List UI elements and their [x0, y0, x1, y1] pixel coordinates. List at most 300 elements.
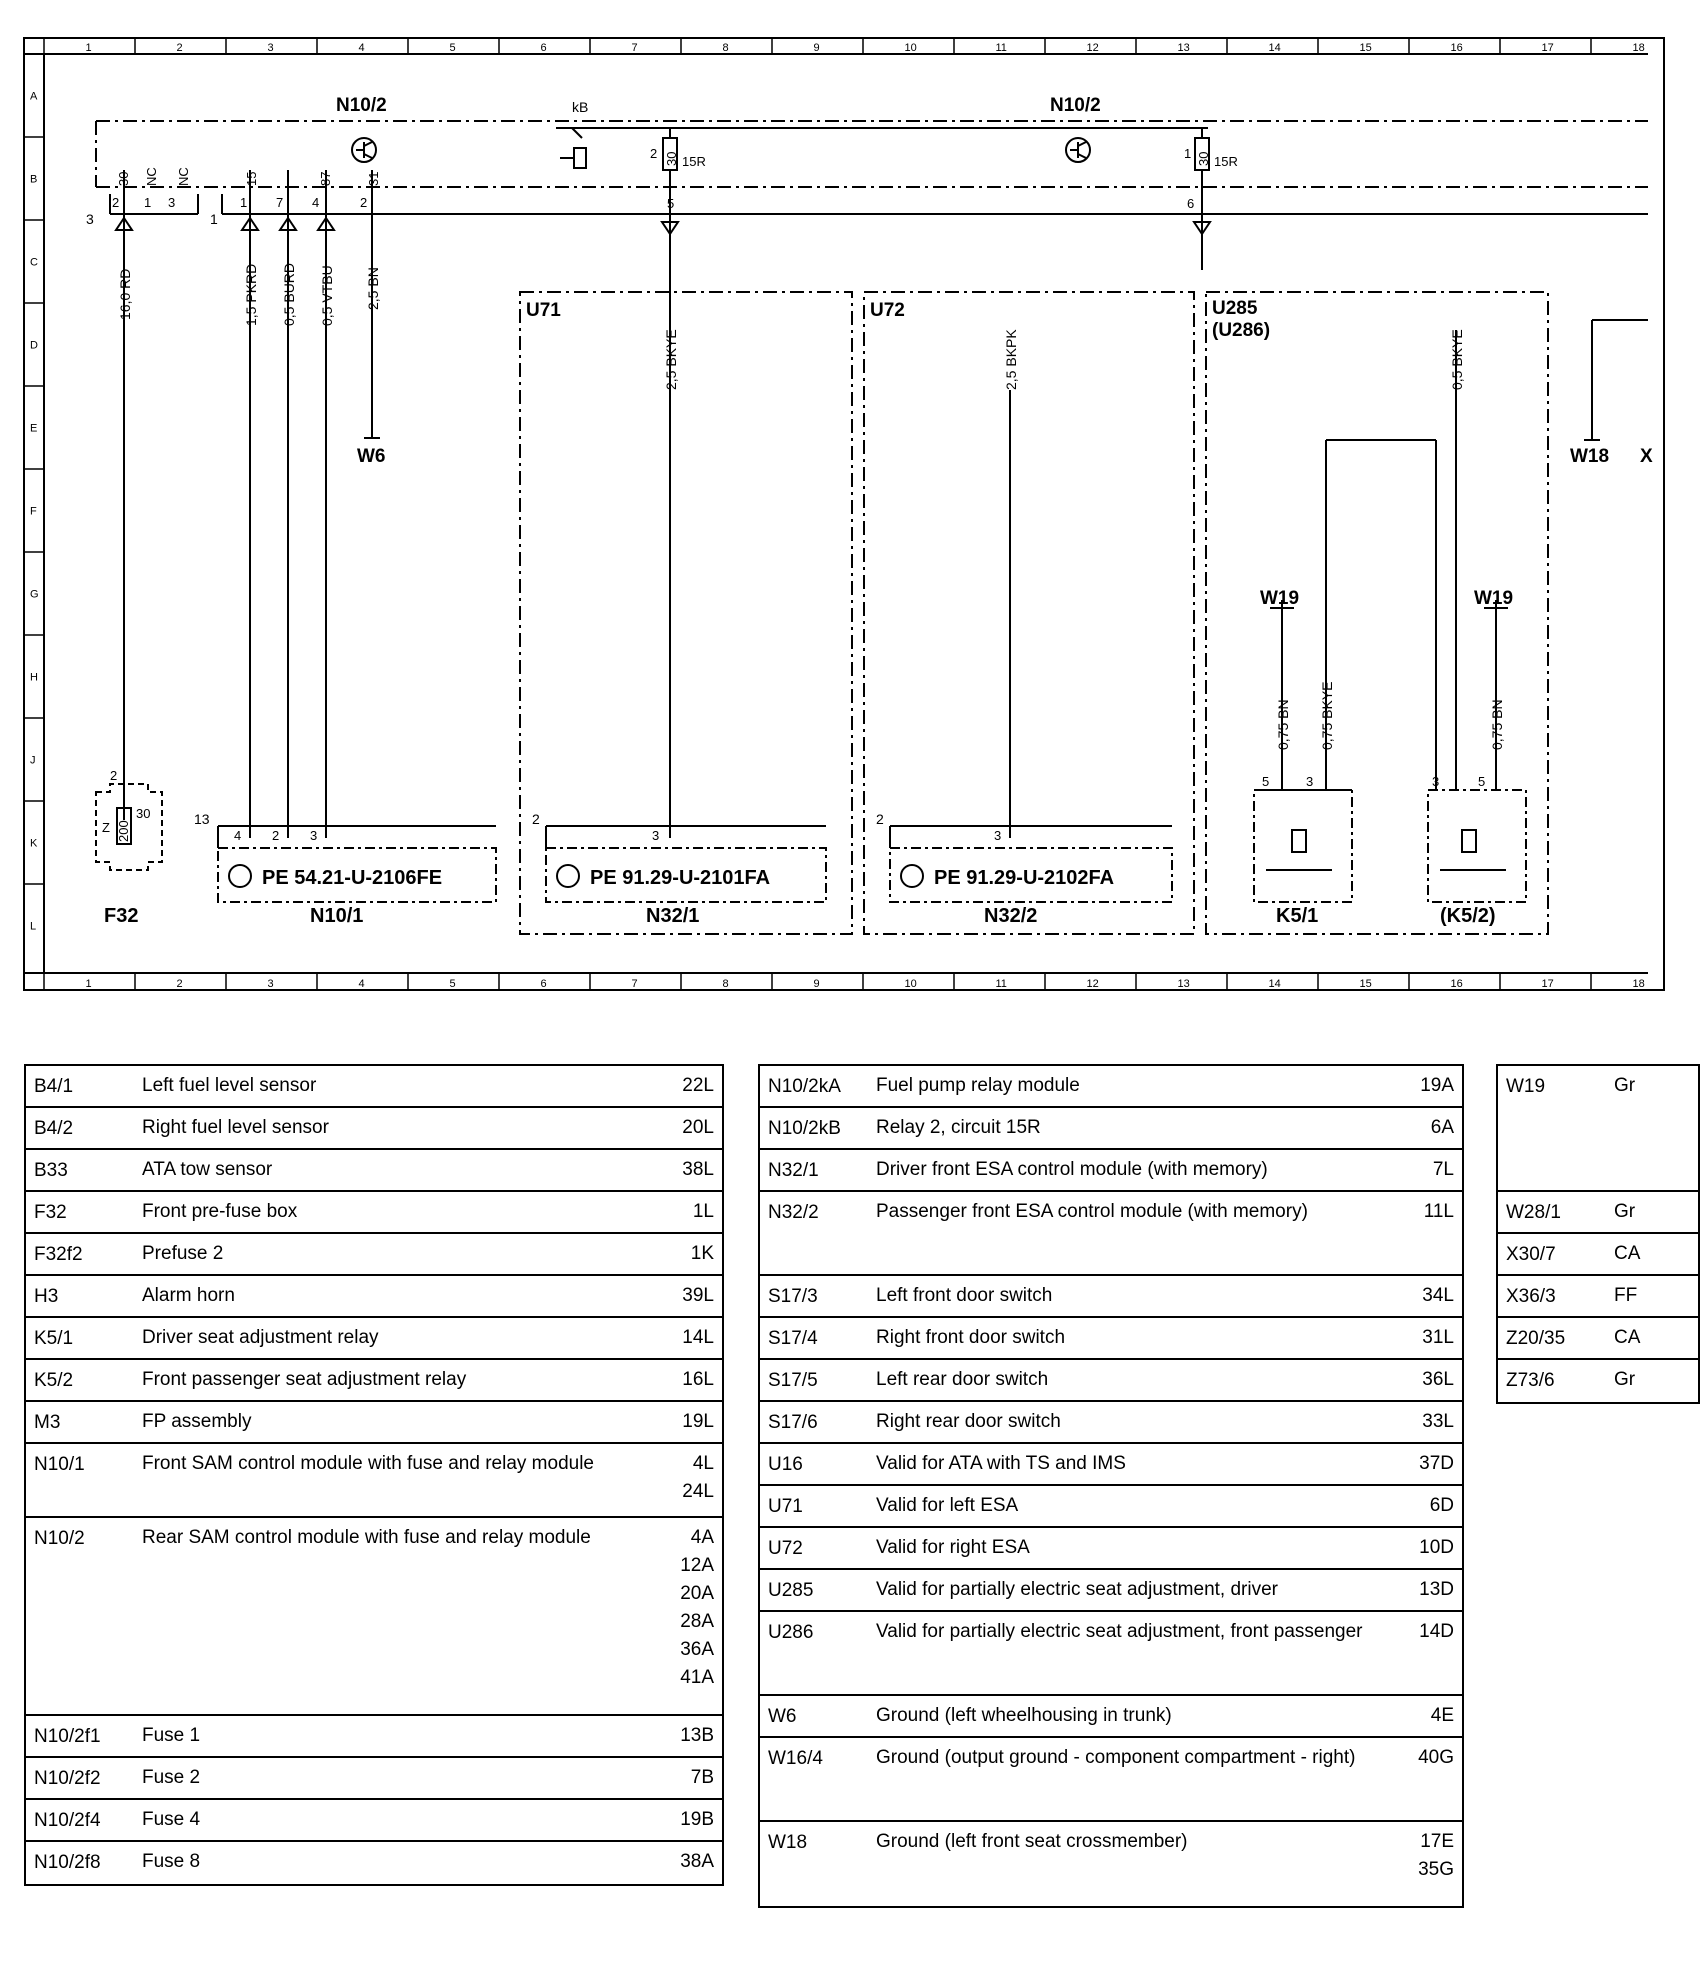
- legend-location: [672, 1712, 722, 1756]
- component-k5-2: (K5/2): [1440, 905, 1496, 927]
- legend-code: K5/2: [34, 1370, 74, 1391]
- legend-row: [760, 1066, 1462, 1108]
- legend-location-value: 1L: [692, 1201, 714, 1222]
- legend-code: W6: [768, 1706, 797, 1727]
- legend-code: B4/1: [34, 1076, 74, 1097]
- legend-row: [1498, 1276, 1698, 1318]
- option-box-u286: (U286): [1212, 320, 1271, 341]
- legend-location-value: 13D: [1419, 1579, 1454, 1600]
- option-box-u285: U285: [1212, 298, 1258, 319]
- legend-description: Right rear door switch: [876, 1411, 1061, 1432]
- wire-label: 0,75 BN: [1275, 699, 1291, 750]
- legend-row: [26, 1276, 722, 1318]
- fuse-a-text: 30: [664, 151, 679, 166]
- legend-description: Valid for ATA with TS and IMS: [876, 1453, 1126, 1474]
- legend-description: Front pre-fuse box: [142, 1201, 298, 1222]
- pin-num: 7: [276, 195, 284, 210]
- option-box-u72: U72: [870, 300, 905, 321]
- legend-code: H3: [34, 1286, 59, 1307]
- legend-code: X36/3: [1506, 1286, 1556, 1307]
- legend-description: FP assembly: [142, 1411, 252, 1432]
- legend-description: Ground (left front seat crossmember): [876, 1831, 1188, 1852]
- n32-1-pe-ref[interactable]: PE 91.29-U-2101FA: [590, 867, 771, 889]
- fuse-b-circuit: 15R: [1214, 154, 1238, 169]
- legend-location-value: 33L: [1422, 1411, 1454, 1432]
- legend-row: [760, 1318, 1462, 1360]
- legend-row: [760, 1570, 1462, 1612]
- grid-column-label: 1: [85, 42, 92, 54]
- legend-location: [672, 1514, 722, 1714]
- legend-location-value: 40G: [1418, 1747, 1454, 1768]
- legend-row: [26, 1234, 722, 1276]
- grid-column-label: 7: [631, 978, 638, 990]
- legend-row: [26, 1518, 722, 1716]
- f32-z: Z: [102, 820, 110, 835]
- grid-column-label: 8: [722, 978, 729, 990]
- legend-location: [672, 1838, 722, 1884]
- legend-row: [26, 1360, 722, 1402]
- pin-6: 6: [1187, 196, 1195, 211]
- legend-location-value: 14L: [682, 1327, 714, 1348]
- legend-location-value: 38A: [680, 1851, 714, 1872]
- grid-row-label: F: [30, 505, 37, 518]
- grid-column-label: 3: [267, 978, 274, 990]
- grid-column-label: 12: [1086, 42, 1099, 54]
- grid-row-label: E: [30, 422, 38, 435]
- pin-name: 87: [318, 171, 333, 186]
- legend-location: [672, 1272, 722, 1316]
- legend-row: [1498, 1234, 1698, 1276]
- grid-column-label: 6: [540, 42, 547, 54]
- legend-description: Ground (left wheelhousing in trunk): [876, 1705, 1172, 1726]
- legend-row: [1498, 1318, 1698, 1360]
- legend-description: ATA tow sensor: [142, 1159, 273, 1180]
- legend-location: [672, 1796, 722, 1840]
- grid-column-label: 6: [540, 978, 547, 990]
- legend-description: Gr: [1614, 1201, 1636, 1222]
- legend-location-value: 35G: [1418, 1859, 1454, 1880]
- transistor-icon: [901, 865, 923, 887]
- legend-code: B4/2: [34, 1118, 74, 1139]
- legend-code: U286: [768, 1622, 814, 1643]
- connector-3-label: 3: [86, 211, 94, 227]
- ground-w19-label: W19: [1474, 588, 1514, 609]
- legend-location-value: 39L: [682, 1285, 714, 1306]
- legend-row: [26, 1318, 722, 1360]
- legend-row: [1498, 1066, 1698, 1192]
- legend-code: W18: [768, 1832, 808, 1853]
- grid-row-label: D: [30, 339, 38, 352]
- pin-num: 4: [312, 195, 320, 210]
- legend-location: [672, 1356, 722, 1400]
- legend-description: CA: [1614, 1327, 1641, 1348]
- grid-row-label: K: [30, 837, 38, 850]
- n32-1-pin: 3: [652, 828, 660, 843]
- ground-w6-label: W6: [357, 446, 386, 467]
- legend-location-value: 7L: [1432, 1159, 1454, 1180]
- ground-w18-label: W18: [1570, 446, 1610, 467]
- k5-pin: 5: [1478, 774, 1486, 789]
- grid-column-label: 4: [358, 978, 365, 990]
- grid-column-label: 13: [1177, 978, 1190, 990]
- transistor-icon: [352, 138, 376, 162]
- legend-description: Prefuse 2: [142, 1243, 224, 1264]
- legend-location-value: 38L: [682, 1159, 714, 1180]
- grid-column-label: 10: [904, 42, 917, 54]
- legend-row: [760, 1486, 1462, 1528]
- legend-code: S17/5: [768, 1370, 818, 1391]
- legend-row: [26, 1192, 722, 1234]
- legend-code: K5/1: [34, 1328, 74, 1349]
- legend-description: Valid for left ESA: [876, 1495, 1019, 1516]
- legend-code: Z73/6: [1506, 1370, 1555, 1391]
- legend-description: Left front door switch: [876, 1285, 1053, 1306]
- ground-x-label: X: [1640, 446, 1653, 467]
- legend-row: [760, 1528, 1462, 1570]
- f32-fuse: 200: [116, 820, 131, 842]
- legend-row: [1498, 1360, 1698, 1402]
- legend-description: Valid for partially electric seat adjustment, front passenger: [876, 1621, 1363, 1642]
- grid-column-label: 16: [1450, 978, 1463, 990]
- legend-row: [760, 1444, 1462, 1486]
- legend-description: FF: [1614, 1285, 1638, 1306]
- legend-code: N10/2f4: [34, 1810, 101, 1831]
- grid-column-label: 12: [1086, 978, 1099, 990]
- grid-row-label: B: [30, 173, 38, 186]
- wire-label: 0,75 BKYE: [1319, 681, 1335, 750]
- legend-row: [26, 1716, 722, 1758]
- grid-column-label: 17: [1541, 42, 1554, 54]
- n10-1-pe-ref[interactable]: PE 54.21-U-2106FE: [262, 867, 443, 889]
- grid-column-label: 15: [1359, 42, 1372, 54]
- legend-code: M3: [34, 1412, 61, 1433]
- legend-row: [760, 1150, 1462, 1192]
- legend-description: Fuse 4: [142, 1809, 201, 1830]
- legend-location: [672, 1104, 722, 1148]
- legend-location: [1412, 1482, 1462, 1526]
- legend-location: [1412, 1272, 1462, 1316]
- legend-code: U285: [768, 1580, 814, 1601]
- grid-column-label: 3: [267, 42, 274, 54]
- legend-code: N10/2f2: [34, 1768, 101, 1789]
- legend-location-value: 36A: [680, 1639, 714, 1660]
- fuse-b-text: 30: [1196, 151, 1211, 166]
- legend-location-value: 7B: [690, 1767, 714, 1788]
- legend-description: Alarm horn: [142, 1285, 235, 1306]
- legend-location: [1412, 1440, 1462, 1484]
- legend-code: N10/2f1: [34, 1726, 101, 1747]
- legend-row: [760, 1612, 1462, 1696]
- legend-code: N10/2kB: [768, 1118, 841, 1139]
- n10-1-pin: 2: [272, 828, 280, 843]
- legend-location: [1412, 1314, 1462, 1358]
- legend-table-left: [24, 1064, 724, 1886]
- legend-row: [26, 1402, 722, 1444]
- fuse-a-pin: 2: [650, 146, 658, 161]
- legend-location-value: 28A: [680, 1611, 714, 1632]
- grid-row-label: A: [30, 90, 38, 103]
- wire-label: 0,75 BN: [1489, 699, 1505, 750]
- legend-location-value: 31L: [1422, 1327, 1454, 1348]
- legend-row: [26, 1066, 722, 1108]
- legend-description: Driver front ESA control module (with memory): [876, 1159, 1268, 1180]
- option-box-u71: U71: [526, 300, 561, 321]
- legend-description: Valid for partially electric seat adjustment, driver: [876, 1579, 1278, 1600]
- legend-location-value: 17E: [1420, 1831, 1454, 1852]
- component-k5-1: K5/1: [1276, 905, 1319, 927]
- legend-location-value: 20L: [682, 1117, 714, 1138]
- pin-name: 15: [244, 171, 259, 186]
- grid-row-label: C: [30, 256, 38, 269]
- grid-column-label: 15: [1359, 978, 1372, 990]
- legend-location: [672, 1314, 722, 1358]
- legend-row: [26, 1108, 722, 1150]
- legend-code: N10/2f8: [34, 1852, 101, 1873]
- wire-label: 16,0 RD: [117, 268, 133, 320]
- legend-location: [1412, 1356, 1462, 1400]
- legend-row: [26, 1842, 722, 1884]
- k5-pin: 3: [1306, 774, 1314, 789]
- grid-column-label: 18: [1632, 978, 1645, 990]
- grid-column-label: 11: [995, 42, 1007, 54]
- legend-location: [672, 1188, 722, 1232]
- legend-description: Passenger front ESA control module (with memory): [876, 1201, 1308, 1222]
- legend-code: F32: [34, 1202, 67, 1223]
- wiring-diagram: [0, 0, 1653, 1000]
- legend-code: N32/2: [768, 1202, 819, 1223]
- legend-location-value: 19B: [680, 1809, 714, 1830]
- legend-description: Right fuel level sensor: [142, 1117, 329, 1138]
- legend-location-value: 11L: [1423, 1201, 1454, 1222]
- pin-5: 5: [667, 196, 675, 211]
- grid-column-label: 13: [1177, 42, 1190, 54]
- grid-column-label: 4: [358, 42, 365, 54]
- legend-location-value: 19L: [682, 1411, 714, 1432]
- legend-row: [26, 1150, 722, 1192]
- legend-description: Fuse 8: [142, 1851, 201, 1872]
- n10-1-pin: 4: [234, 828, 242, 843]
- legend-code: S17/6: [768, 1412, 818, 1433]
- legend-row: [760, 1696, 1462, 1738]
- legend-location-value: 36L: [1422, 1369, 1454, 1390]
- legend-description: Fuse 1: [142, 1725, 201, 1746]
- grid-column-label: 18: [1632, 42, 1645, 54]
- legend-code: N10/2kA: [768, 1076, 841, 1097]
- transistor-icon: [1066, 138, 1090, 162]
- transistor-icon: [557, 865, 579, 887]
- legend-location-value: 34L: [1422, 1285, 1454, 1306]
- pin-num: 3: [168, 195, 176, 210]
- legend-row: [26, 1800, 722, 1842]
- legend-location-value: 24L: [682, 1481, 714, 1502]
- legend-description: Front passenger seat adjustment relay: [142, 1369, 467, 1390]
- f32-pin: 30: [136, 806, 151, 821]
- legend-location-value: 10D: [1419, 1537, 1454, 1558]
- legend-location-value: 41A: [680, 1667, 714, 1688]
- grid-column-label: 5: [449, 42, 456, 54]
- grid-column-label: 17: [1541, 978, 1554, 990]
- legend-location-value: 13B: [680, 1725, 714, 1746]
- legend-description: Relay 2, circuit 15R: [876, 1117, 1041, 1138]
- pin-num: 2: [112, 195, 120, 210]
- legend-location: [672, 1146, 722, 1190]
- wire-label: 2,5 BKYE: [663, 329, 679, 390]
- legend-row: [760, 1822, 1462, 1906]
- legend-location-value: 22L: [682, 1075, 714, 1096]
- legend-code: N32/1: [768, 1160, 819, 1181]
- wire-label: 0,5 BURD: [281, 262, 297, 326]
- fuse-a-circuit: 15R: [682, 154, 706, 169]
- legend-code: S17/4: [768, 1328, 818, 1349]
- legend-location: [1412, 1524, 1462, 1568]
- legend-location-value: 6A: [1430, 1117, 1454, 1138]
- legend-description: Ground (output ground - component compartment - right): [876, 1747, 1356, 1768]
- k5-pin: 3: [1432, 774, 1440, 789]
- legend-code: Z20/35: [1506, 1328, 1566, 1349]
- component-f32: F32: [104, 905, 139, 927]
- n32-2-pe-ref[interactable]: PE 91.29-U-2102FA: [934, 867, 1115, 889]
- module-label-n10-2-right: N10/2: [1050, 95, 1101, 116]
- n32-2-pin: 3: [994, 828, 1002, 843]
- legend-description: Gr: [1614, 1075, 1636, 1096]
- ground-w19-label: W19: [1260, 588, 1300, 609]
- legend-location: [672, 1440, 722, 1516]
- grid-row-label: J: [30, 754, 36, 767]
- legend-code: U16: [768, 1454, 803, 1475]
- legend-code: U71: [768, 1496, 803, 1517]
- legend-row: [760, 1192, 1462, 1276]
- legend-row: [26, 1444, 722, 1518]
- grid-column-label: 7: [631, 42, 638, 54]
- grid-column-label: 11: [995, 978, 1007, 990]
- grid-column-label: 14: [1268, 978, 1281, 990]
- legend-description: CA: [1614, 1243, 1641, 1264]
- n10-1-pin: 13: [194, 811, 210, 827]
- legend-code: W16/4: [768, 1748, 823, 1769]
- pin-num: 1: [144, 195, 152, 210]
- relay-kb-label: kB: [572, 99, 589, 115]
- grid-row-label: H: [30, 671, 38, 684]
- legend-code: W19: [1506, 1076, 1546, 1097]
- legend-location: [672, 1754, 722, 1798]
- legend-description: Front SAM control module with fuse and relay module: [142, 1453, 594, 1474]
- legend-description: Rear SAM control module with fuse and relay module: [142, 1527, 591, 1548]
- legend-location: [672, 1398, 722, 1442]
- grid-column-label: 1: [85, 978, 92, 990]
- legend-location: [1412, 1146, 1462, 1190]
- legend-location: [1412, 1104, 1462, 1148]
- legend-row: [760, 1108, 1462, 1150]
- f32-pin: 2: [110, 768, 118, 783]
- legend-location: [1412, 1734, 1462, 1820]
- k5-pin: 5: [1262, 774, 1270, 789]
- legend-row: [760, 1402, 1462, 1444]
- grid-column-label: 2: [176, 42, 183, 54]
- legend-description: Gr: [1614, 1369, 1636, 1390]
- legend-location: [1412, 1566, 1462, 1610]
- legend-description: Fuse 2: [142, 1767, 201, 1788]
- legend-table-middle: [758, 1064, 1464, 1908]
- legend-row: [760, 1738, 1462, 1822]
- legend-row: [760, 1276, 1462, 1318]
- legend-location: [1412, 1692, 1462, 1736]
- legend-location-value: 1K: [690, 1243, 714, 1264]
- wire-label: 2,5 BN: [365, 267, 381, 310]
- legend-row: [1498, 1192, 1698, 1234]
- legend-code: F32f2: [34, 1244, 83, 1265]
- pin-name: NC: [144, 167, 159, 186]
- legend-code: U72: [768, 1538, 803, 1559]
- legend-location: [1412, 1062, 1462, 1106]
- grid-column-label: 5: [449, 978, 456, 990]
- legend-location: [1412, 1398, 1462, 1442]
- legend-description: Driver seat adjustment relay: [142, 1327, 379, 1348]
- legend-row: [760, 1360, 1462, 1402]
- n10-1-pin: 3: [310, 828, 318, 843]
- legend-location-value: 4L: [692, 1453, 714, 1474]
- wire-label: 2,5 BKPK: [1003, 329, 1019, 390]
- legend-location-value: 4E: [1430, 1705, 1454, 1726]
- legend-table-right: [1496, 1064, 1700, 1404]
- wire-label: 0,5 BKYE: [1449, 329, 1465, 390]
- grid-row-label: G: [30, 588, 39, 601]
- legend-description: Fuel pump relay module: [876, 1075, 1080, 1096]
- grid-row-label: L: [30, 920, 37, 933]
- pin-num: 1: [240, 195, 248, 210]
- connector-1-label: 1: [210, 211, 218, 227]
- legend-row: [26, 1758, 722, 1800]
- pin-name: 30: [116, 171, 131, 186]
- legend-location-value: 6D: [1429, 1495, 1454, 1516]
- fuse-b-pin: 1: [1184, 146, 1192, 161]
- pin-name: 31: [366, 171, 381, 186]
- n32-1-pin: 2: [532, 811, 540, 827]
- legend-location: [1412, 1188, 1462, 1274]
- legend-code: W28/1: [1506, 1202, 1561, 1223]
- legend-description: Left fuel level sensor: [142, 1075, 317, 1096]
- pin-name: NC: [176, 167, 191, 186]
- legend-code: X30/7: [1506, 1244, 1556, 1265]
- grid-column-label: 9: [813, 978, 820, 990]
- legend-code: N10/2: [34, 1528, 85, 1549]
- legend-location-value: 16L: [682, 1369, 714, 1390]
- component-n10-1: N10/1: [310, 905, 364, 927]
- component-n32-2: N32/2: [984, 905, 1038, 927]
- module-label-n10-2-left: N10/2: [336, 95, 387, 116]
- wire-label: 1,5 PKRD: [243, 263, 259, 326]
- grid-column-label: 8: [722, 42, 729, 54]
- legend-location-value: 19A: [1420, 1075, 1454, 1096]
- legend-location-value: 12A: [680, 1555, 714, 1576]
- wire-label: 0,5 VTBU: [319, 265, 335, 326]
- legend-description: Right front door switch: [876, 1327, 1066, 1348]
- legend-location-value: 37D: [1419, 1453, 1454, 1474]
- transistor-icon: [229, 865, 251, 887]
- legend-location-value: 14D: [1419, 1621, 1454, 1642]
- legend-location-value: 4A: [690, 1527, 714, 1548]
- grid-column-label: 16: [1450, 42, 1463, 54]
- legend-location: [672, 1230, 722, 1274]
- legend-code: S17/3: [768, 1286, 818, 1307]
- n32-2-pin: 2: [876, 811, 884, 827]
- legend-location: [672, 1062, 722, 1106]
- legend-location-value: 20A: [680, 1583, 714, 1604]
- grid-column-label: 2: [176, 978, 183, 990]
- legend-code: B33: [34, 1160, 68, 1181]
- grid-column-label: 14: [1268, 42, 1281, 54]
- grid-column-label: 9: [813, 42, 820, 54]
- pin-num: 2: [360, 195, 368, 210]
